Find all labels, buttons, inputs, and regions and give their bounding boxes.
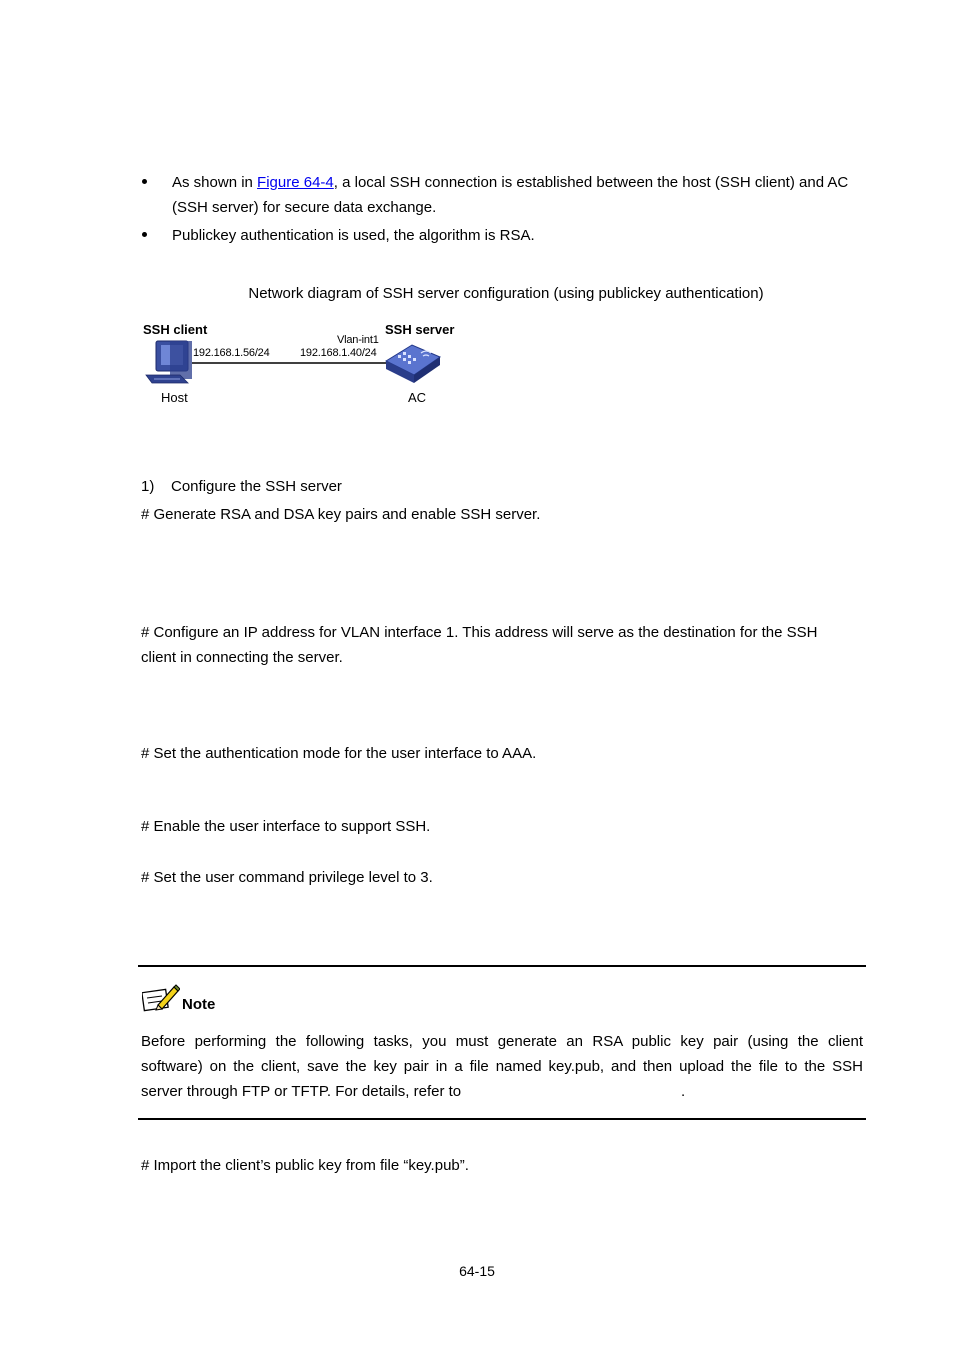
vlan-interface-label: Vlan-int1 [337, 334, 379, 346]
note-line-3-text: server through FTP or TFTP. For details, refer to [141, 1083, 462, 1100]
step-privilege: # Set the user command privilege level to 3. [141, 869, 433, 886]
host-computer-icon [146, 341, 192, 383]
step-enable-ssh: # Enable the user interface to support SSH. [141, 818, 431, 835]
bullet-marker [141, 170, 149, 178]
step-configure-ssh-server: 1) Configure the SSH server [141, 478, 342, 495]
page-number: 64-15 [459, 1263, 495, 1279]
note-title: Note [182, 996, 216, 1013]
note-line-1-text: Before performing the following tasks, you must generate an RSA public key pair (using the client [141, 1033, 863, 1050]
note-line-1 [141, 1029, 863, 1054]
note-pencil-icon [142, 983, 180, 1013]
note-line-2 [141, 1054, 863, 1079]
ssh-server-title: SSH server [385, 322, 455, 337]
note-line-3-period: . [681, 1083, 686, 1100]
bullet-marker [141, 223, 149, 231]
bullet-1-prefix: As shown in [172, 174, 258, 191]
ssh-client-title: SSH client [143, 322, 208, 337]
note-line-2-text: software) on the client, save the key pair in a file named key.pub, and then upload the file to the SSH [141, 1058, 863, 1075]
note-bottom-rule [138, 1118, 866, 1120]
figure-link[interactable]: Figure 64-4 [257, 174, 334, 191]
bullet-item-1 [172, 170, 866, 220]
bullet-1-suffix: , a local SSH connection is established between the host (SSH client) and AC (SSH server) for secure data exchange. [172, 174, 849, 216]
server-ip-label: 192.168.1.40/24 [300, 347, 377, 359]
step-generate-keys: # Generate RSA and DSA key pairs and enable SSH server. [141, 506, 541, 523]
step-configure-ip-1: # Configure an IP address for VLAN interface 1. This address will serve as the destination for the SSH [141, 624, 818, 641]
step-auth-mode: # Set the authentication mode for the user interface to AAA. [141, 745, 537, 762]
note-line-3 [141, 1079, 863, 1104]
note-top-rule [138, 965, 866, 967]
step-configure-ip-2: client in connecting the server. [141, 649, 343, 666]
figure-caption: Network diagram of SSH server configuration (using publickey authentication) [248, 285, 764, 302]
bullet-item-2: Publickey authentication is used, the algorithm is RSA. [172, 227, 535, 244]
network-diagram [140, 335, 460, 390]
step-import-key: # Import the client’s public key from file “key.pub”. [141, 1157, 469, 1174]
ac-label: AC [408, 390, 427, 405]
access-controller-icon [386, 345, 440, 383]
client-ip-label: 192.168.1.56/24 [193, 347, 270, 359]
host-label: Host [161, 390, 188, 405]
